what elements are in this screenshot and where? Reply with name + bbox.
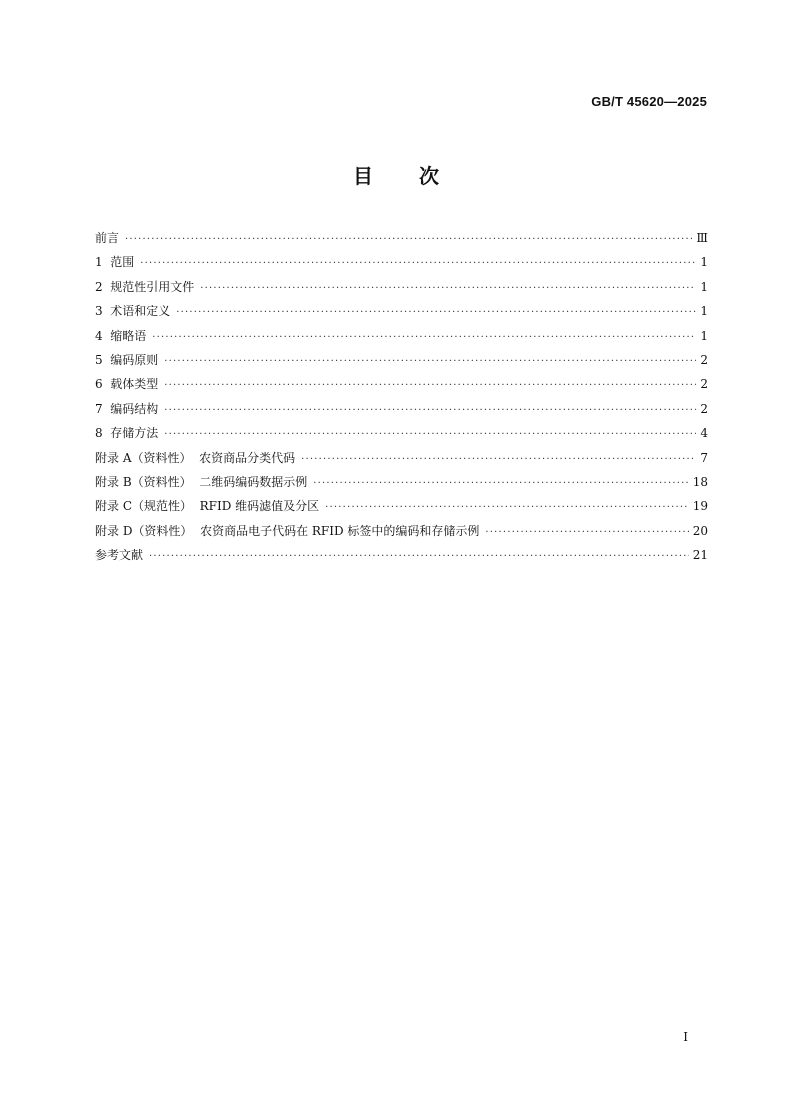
toc-entry-label: 附录 B（资料性） 二维码编码数据示例 — [95, 474, 308, 489]
toc-entry-label: 3 术语和定义 — [95, 304, 171, 319]
toc-entry-label: 8 存储方法 — [95, 426, 159, 441]
toc-entry-page: 20 — [692, 523, 708, 538]
toc-entry-coding-structure[interactable] — [95, 397, 708, 421]
toc-entry-page: 1 — [700, 304, 708, 319]
toc-entry-page: Ⅲ — [696, 231, 708, 245]
toc-entry-page: 18 — [692, 474, 708, 489]
toc-entry-label: 6 载体类型 — [95, 377, 159, 392]
toc-entry-label: 7 编码结构 — [95, 401, 159, 416]
toc-dot-leader — [176, 301, 696, 325]
toc-dot-leader — [164, 350, 696, 374]
toc-entry-label: 附录 A（资料性） 农资商品分类代码 — [95, 450, 296, 465]
toc-entry-annex-b[interactable] — [95, 470, 708, 494]
toc-entry-label: 1 范围 — [95, 255, 135, 270]
toc-dot-leader — [164, 423, 696, 447]
toc-entry-label: 参考文献 — [95, 548, 144, 563]
page-title: 目次 — [353, 164, 485, 188]
toc-entry-annex-c[interactable] — [95, 494, 708, 518]
page-number: I — [683, 1030, 688, 1044]
toc-entry-page: 21 — [692, 548, 708, 563]
toc-entry-label: 附录 C（规范性） RFID 维码滤值及分区 — [95, 499, 320, 514]
toc-entry-storage-methods[interactable] — [95, 421, 708, 445]
toc-entry-label: 4 缩略语 — [95, 328, 147, 343]
toc-entry-foreword[interactable] — [95, 226, 708, 250]
toc-dot-leader — [301, 448, 696, 472]
toc-entry-bibliography[interactable] — [95, 543, 708, 567]
toc-entry-annex-a[interactable] — [95, 446, 708, 470]
toc-dot-leader — [313, 472, 688, 496]
toc-entry-scope[interactable] — [95, 250, 708, 274]
toc-dot-leader — [164, 399, 696, 423]
toc-dot-leader — [200, 277, 696, 301]
toc-entry-page: 2 — [700, 377, 708, 392]
toc-entry-abbreviations[interactable] — [95, 324, 708, 348]
toc-dot-leader — [152, 326, 696, 350]
toc-entry-annex-d[interactable] — [95, 519, 708, 543]
toc-entry-carrier-types[interactable] — [95, 372, 708, 396]
toc-entry-normative-references[interactable] — [95, 275, 708, 299]
toc-dot-leader — [164, 374, 696, 398]
toc-entry-page: 1 — [700, 328, 708, 343]
toc-entry-label: 附录 D（资料性） 农资商品电子代码在 RFID 标签中的编码和存储示例 — [95, 523, 480, 538]
toc-entry-page: 2 — [700, 401, 708, 416]
toc-entry-page: 1 — [700, 279, 708, 294]
toc-entry-page: 4 — [700, 426, 708, 441]
toc-entry-page: 1 — [700, 255, 708, 270]
toc-dot-leader — [149, 545, 689, 569]
toc-entry-label: 2 规范性引用文件 — [95, 279, 195, 294]
table-of-contents — [95, 226, 708, 567]
toc-entry-terms-definitions[interactable] — [95, 299, 708, 323]
toc-dot-leader — [485, 521, 688, 545]
toc-entry-page: 2 — [700, 352, 708, 367]
document-number: GB/T 45620—2025 — [591, 94, 707, 109]
toc-entry-coding-principles[interactable] — [95, 348, 708, 372]
toc-dot-leader — [140, 252, 696, 276]
toc-entry-page: 7 — [700, 450, 708, 465]
toc-dot-leader — [125, 228, 692, 252]
toc-entry-label: 5 编码原则 — [95, 352, 159, 367]
toc-entry-page: 19 — [692, 499, 708, 514]
toc-dot-leader — [325, 496, 689, 520]
toc-entry-label: 前言 — [95, 231, 120, 245]
